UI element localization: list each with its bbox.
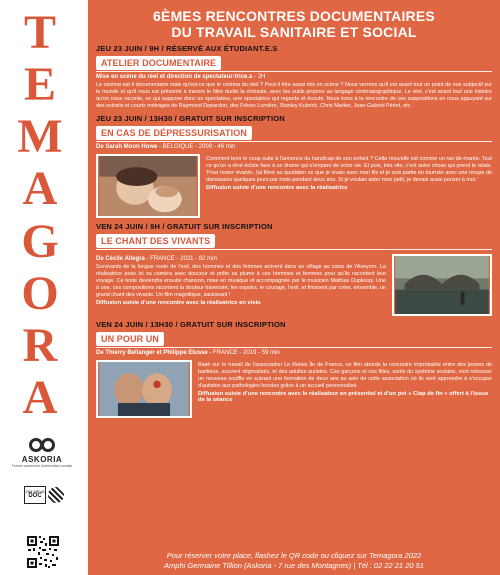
- film-still-river-bridge: [392, 254, 492, 316]
- askoria-mark-icon: [27, 437, 57, 453]
- event-title: UN POUR UN: [96, 332, 164, 346]
- event-meta-rest: - FRANCE - 2021 - 82 min: [144, 256, 217, 262]
- event-meta: [96, 350, 492, 356]
- brand-letter: E: [23, 58, 56, 112]
- event-note: Diffusion suivie d'une rencontre avec le réalisateur en présentiel et d'un pot « Clap de fin » offert à l'issue de la séance: [198, 391, 489, 403]
- qr-code-icon[interactable]: [26, 535, 60, 569]
- event-chant-des-vivants: [96, 222, 492, 316]
- event-depressurisation: [96, 114, 492, 218]
- temagora-vertical-title: [10, 8, 70, 423]
- doc-line1: ZIM MEVA: [25, 489, 45, 494]
- brand-letter: R: [22, 318, 58, 372]
- event-meta-lead: De Thierry Bellanger et Philippe Elusse: [96, 350, 208, 356]
- footer: [88, 551, 500, 571]
- askoria-tagline: Former autrement l'intervention sociale: [11, 464, 73, 468]
- brand-letter: M: [17, 110, 63, 164]
- page-title-line2: DU TRAVAIL SANITAIRE ET SOCIAL: [171, 24, 417, 40]
- event-atelier: [96, 44, 492, 110]
- event-meta-rest: - 2H: [252, 74, 266, 80]
- event-title: ATELIER DOCUMENTAIRE: [96, 56, 221, 70]
- brand-letter: O: [21, 266, 59, 320]
- brand-letter: A: [22, 370, 58, 424]
- event-date: VEN 24 JUIN / 13H30 / GRATUIT SUR INSCRIPTION: [96, 320, 286, 329]
- event-date: JEU 23 JUIN / 13H30 / GRATUIT SUR INSCRIPTION: [96, 114, 285, 123]
- event-description: Comment tenir le coup suite à l'annonce du handicap de son enfant ? Cette nouvelle est comme un raz-de-marée. Tout ce qu'on a rêvé éclate face à ce drame qui s'empare de votre vie. Et puis, très vite, c'est autre chose qui prend le relais. 'Pour rester vivante, j'ai filmé au quotidien ce que je vivais avec mon fils et je suis partie en tournée avec une troupe de danseuses quelques jours par mois pendant deux ans. Si je voulais aider mon petit, je devais aussi penser à moi.': [206, 156, 492, 183]
- askoria-name: ASKORIA: [21, 455, 63, 464]
- event-title: LE CHANT DES VIVANTS: [96, 234, 215, 248]
- film-still-two-men: [96, 360, 192, 418]
- brand-letter: G: [21, 214, 59, 268]
- brand-letter: A: [22, 162, 58, 216]
- doc-line2: DOC: [28, 493, 42, 499]
- divider: [96, 141, 492, 142]
- event-description: Basé sur le travail de l'association Le Relais Île de France, ce film aborde la rencontre improbable entre des jeunes de banlieue, souvent stigmatisés, et des adultes autistes. Ces garçons et ces filles, sortis du système scolaire, vont retrouver un nouveau souffle en suivant une formation de deux ans au sein de cette association où ils vont apprendre à s'occuper d'autistes aux pathologies lourdes grâce à un accueil personnalisé.: [198, 362, 492, 389]
- event-meta: [96, 256, 386, 262]
- event-description: Le cinéma est-il documentaire mais qu'est-ce que le cinéma du réel ? Peut-il être aussi mis en scène ? Nous verrons qu'il est avant tout un point de vue subjectif sur le monde et qu'il nous est présenté à travers le filtre du/de la cinéaste, avec les outils propres au langage cinématographique. Le réel, c'est avant tout une histoire qu'on nous raconte, ce qui suppose donc un spectateur, une spectatrice qui regarde et écoute. Nous irons à la rencontre de ces suppositions en nous appuyant sur des extraits et courts métrages de Raymond Depardon, des Frères Lumière, Stanley Kubrick, Chris Marker, Jean-Gabriel Périot, etc.: [96, 82, 492, 109]
- footer-address: Amphi Germaine Tillion (Askoria - 7 rue des Montagnes) | Tél : 02 22 21 20 51: [164, 561, 424, 570]
- event-meta-lead: De Cécile Allegra: [96, 256, 145, 262]
- divider: [96, 71, 492, 72]
- askoria-logo: [6, 437, 78, 477]
- event-content: [96, 360, 492, 418]
- film-still-mother-child: [96, 154, 200, 218]
- event-content: [96, 154, 492, 218]
- event-meta: [96, 144, 492, 150]
- program-panel: [88, 0, 500, 575]
- event-meta-lead: Mise en scène du réel et direction de spectateur-trice.s: [96, 74, 253, 80]
- event-meta: [96, 74, 492, 80]
- event-meta-rest: - BELGIQUE - 2009 - 46 min: [157, 144, 236, 150]
- event-description: Survivants de la longue route de l'exil, des hommes et des femmes arrivent dans un village au cœur de l'Aveyron. La réalisatrice pose ici sa caméra avec douceur et prête sa plume à ces hommes et femmes pour qu'ils racontent leur voyage. Ce texte deviendra ensuite chanson, mise en musique et accompagnée par le musicien Mathias Duplessy. Une à une, ces compositions racontent la douleur traversée, les espoirs, le courage, l'exil, et finissent par créer, ensemble, un grand chant des vivants. Un film magnifique, saisissant !: [96, 264, 386, 298]
- page-title-line1: 6ÈMES RENCONTRES DOCUMENTAIRES: [153, 8, 435, 24]
- event-note: Diffusion suivie d'une rencontre avec la réalisatrice en visio: [96, 300, 261, 306]
- event-date: JEU 23 JUIN / 9H / RÉSERVÉ AUX ÉTUDIANT.E.S: [96, 44, 278, 53]
- page-header: [96, 0, 492, 40]
- brand-letter: T: [23, 6, 56, 59]
- event-title: EN CAS DE DÉPRESSURISATION: [96, 126, 252, 140]
- event-note: Diffusion suivie d'une rencontre avec la réalisatrice: [206, 185, 348, 191]
- event-un-pour-un: [96, 320, 492, 418]
- divider: [96, 347, 492, 348]
- footer-booking[interactable]: Pour réserver votre place, flashez le QR code ou cliquez sur Temagora 2022: [166, 551, 422, 560]
- divider: [96, 249, 492, 250]
- event-meta-rest: - FRANCE - 2019 - 59 min: [207, 350, 280, 356]
- striped-circle-icon: [48, 487, 64, 503]
- event-date: VEN 24 JUIN / 9H / GRATUIT SUR INSCRIPTION: [96, 222, 273, 231]
- sidebar: [0, 0, 88, 575]
- doc-box: [24, 486, 46, 504]
- zim-meva-doc-logo: [24, 484, 68, 506]
- event-meta-lead: De Sarah Moon Howe: [96, 144, 158, 150]
- event-content: [96, 254, 492, 316]
